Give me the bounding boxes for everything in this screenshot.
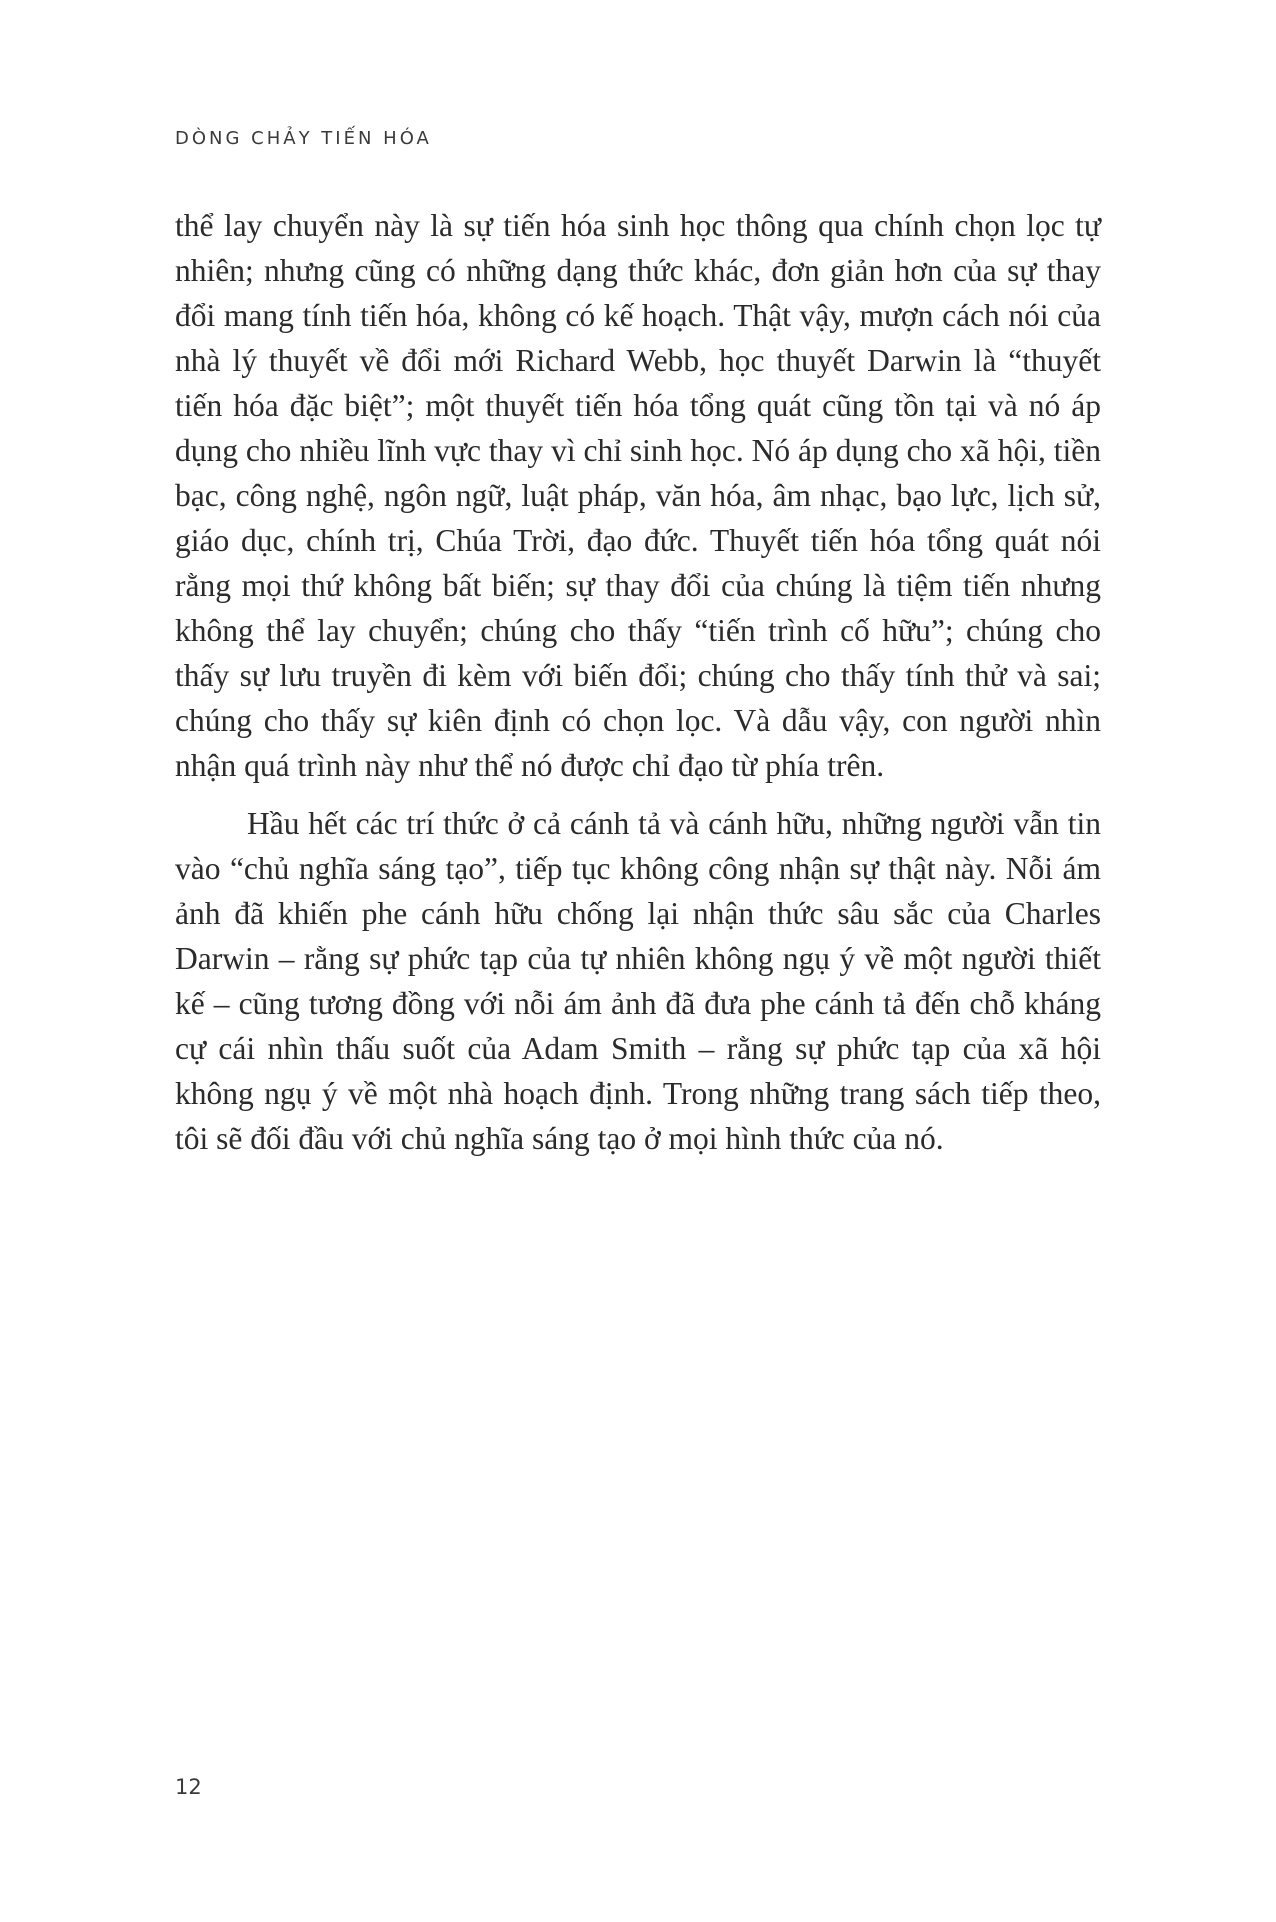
body-text <box>175 203 1101 1161</box>
page-number: 12 <box>175 1775 202 1799</box>
paragraph: thể lay chuyển này là sự tiến hóa sinh học thông qua chính chọn lọc tự nhiên; nhưng cũng có những dạng thức khác, đơn giản hơn của sự thay đổi mang tính tiến hóa, không có kế hoạch. Thật vậy, mượn cách nói của nhà lý thuyết về đổi mới Richard Webb, học thuyết Darwin là “thuyết tiến hóa đặc biệt”; một thuyết tiến hóa tổng quát cũng tồn tại và nó áp dụng cho nhiều lĩnh vực thay vì chỉ sinh học. Nó áp dụng cho xã hội, tiền bạc, công nghệ, ngôn ngữ, luật pháp, văn hóa, âm nhạc, bạo lực, lịch sử, giáo dục, chính trị, Chúa Trời, đạo đức. Thuyết tiến hóa tổng quát nói rằng mọi thứ không bất biến; sự thay đổi của chúng là tiệm tiến nhưng không thể lay chuyển; chúng cho thấy “tiến trình cố hữu”; chúng cho thấy sự lưu truyền đi kèm với biến đổi; chúng cho thấy tính thử và sai; chúng cho thấy sự kiên định có chọn lọc. Và dẫu vậy, con người nhìn nhận quá trình này như thể nó được chỉ đạo từ phía trên. <box>175 208 1101 783</box>
running-header: DÒNG CHẢY TIẾN HÓA <box>175 128 432 149</box>
paragraph: Hầu hết các trí thức ở cả cánh tả và cánh hữu, những người vẫn tin vào “chủ nghĩa sáng tạo”, tiếp tục không công nhận sự thật này. Nỗi ám ảnh đã khiến phe cánh hữu chống lại nhận thức sâu sắc của Charles Darwin – rằng sự phức tạp của tự nhiên không ngụ ý về một người thiết kế – cũng tương đồng với nỗi ám ảnh đã đưa phe cánh tả đến chỗ kháng cự cái nhìn thấu suốt của Adam Smith – rằng sự phức tạp của xã hội không ngụ ý về một nhà hoạch định. Trong những trang sách tiếp theo, tôi sẽ đối đầu với chủ nghĩa sáng tạo ở mọi hình thức của nó. <box>175 806 1101 1156</box>
